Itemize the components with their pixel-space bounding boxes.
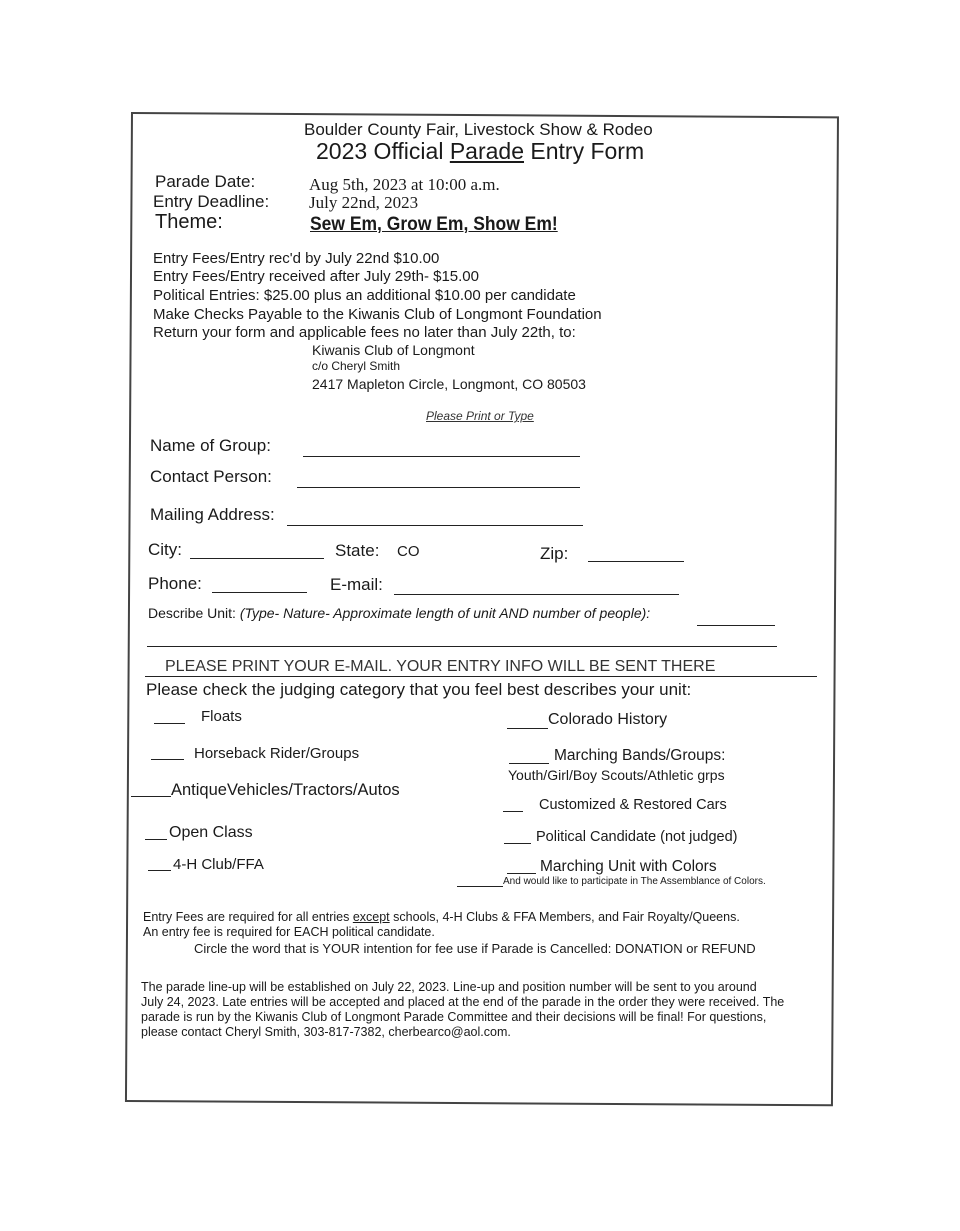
address-line-1: Kiwanis Club of Longmont (312, 342, 475, 358)
category-customized: Customized & Restored Cars (539, 797, 727, 813)
phone-input-line[interactable] (212, 591, 307, 593)
lineup-line-3: parade is run by the Kiwanis Club of Longmont Parade Committee and their decisions will be final! For questions, (141, 1010, 767, 1024)
floats-checkbox[interactable] (154, 722, 185, 724)
category-floats: Floats (201, 708, 242, 725)
antique-checkbox[interactable] (131, 795, 171, 797)
fee-line-1: Entry Fees/Entry rec'd by July 22nd $10.00 (153, 250, 440, 267)
address-line-2: c/o Cheryl Smith (312, 359, 401, 373)
fee-note-line-2: An entry fee is required for EACH political candidate. (143, 925, 435, 939)
marching-colors-checkbox[interactable] (507, 872, 536, 874)
theme-value: Sew Em, Grow Em, Show Em! (310, 214, 558, 235)
category-horseback: Horseback Rider/Groups (194, 745, 360, 762)
print-note: Please Print or Type (426, 409, 534, 423)
describe-hint: (Type- Nature- Approximate length of unit AND number of people): (239, 605, 651, 621)
group-label: Name of Group: (150, 436, 271, 455)
mailing-input-line[interactable] (287, 524, 583, 526)
describe-label: Describe Unit: (148, 605, 236, 621)
parade-date-value: Aug 5th, 2023 at 10:00 a.m. (309, 175, 500, 194)
category-antique: AntiqueVehicles/Tractors/Autos (171, 781, 400, 799)
colorado-history-checkbox[interactable] (507, 727, 548, 729)
category-colorado-history: Colorado History (548, 711, 668, 728)
state-value: CO (397, 543, 420, 560)
category-open-class: Open Class (169, 824, 253, 841)
customized-checkbox[interactable] (503, 810, 523, 812)
deadline-value: July 22nd, 2023 (309, 193, 419, 212)
zip-input-line[interactable] (588, 560, 684, 562)
zip-label: Zip: (540, 544, 569, 563)
marching-bands-checkbox[interactable] (509, 762, 549, 764)
fee-note-line-3: Circle the word that is YOUR intention for fee use if Parade is Cancelled: DONATION or REFUND (194, 941, 756, 956)
fee-note-line-1: Entry Fees are required for all entries except schools, 4-H Clubs & FFA Members, and Fair Royalty/Queens. (143, 910, 740, 924)
category-marching-bands-sub: Youth/Girl/Boy Scouts/Athletic grps (508, 767, 725, 783)
parade-date-label: Parade Date: (155, 172, 256, 191)
describe-input-line-2[interactable] (147, 645, 777, 647)
city-input-line[interactable] (190, 557, 324, 559)
contact-input-line[interactable] (297, 486, 580, 488)
fee-line-4: Make Checks Payable to the Kiwanis Club of Longmont Foundation (153, 306, 602, 323)
fair-title: Boulder County Fair, Livestock Show & Rodeo (304, 120, 653, 139)
lineup-line-1: The parade line-up will be established on July 22, 2023. Line-up and position number will be sent to you around (141, 980, 757, 994)
phone-label: Phone: (148, 574, 202, 593)
category-marching-colors: Marching Unit with Colors (540, 858, 717, 875)
open-class-checkbox[interactable] (145, 838, 167, 840)
four-h-checkbox[interactable] (148, 869, 171, 871)
fee-line-5: Return your form and applicable fees no later than July 22th, to: (153, 324, 576, 341)
group-input-line[interactable] (303, 455, 580, 457)
lineup-line-2: July 24, 2023. Late entries will be accepted and placed at the end of the parade in the order they were received. The (141, 995, 785, 1009)
parade-word: Parade (449, 138, 524, 164)
category-political: Political Candidate (not judged) (536, 829, 738, 845)
describe-row (148, 605, 650, 621)
city-label: City: (148, 540, 182, 559)
address-line-3: 2417 Mapleton Circle, Longmont, CO 80503 (312, 376, 586, 392)
horseback-checkbox[interactable] (151, 758, 184, 760)
theme-label: Theme: (155, 211, 223, 233)
assemblance-note: And would like to participate in The Assemblance of Colors. (503, 876, 766, 887)
lineup-line-4: please contact Cheryl Smith, 303-817-7382, cherbearco@aol.com. (141, 1025, 511, 1039)
email-notice: PLEASE PRINT YOUR E-MAIL. YOUR ENTRY INFO WILL BE SENT THERE (145, 658, 817, 677)
deadline-label: Entry Deadline: (153, 192, 270, 211)
category-four-h: 4-H Club/FFA (173, 856, 264, 873)
describe-input-line-1[interactable] (697, 624, 775, 626)
form-title: 2023 Official Parade Entry Form (316, 138, 645, 164)
contact-label: Contact Person: (150, 467, 272, 486)
email-label: E-mail: (330, 575, 383, 594)
category-marching-bands: Marching Bands/Groups: (554, 747, 726, 764)
political-checkbox[interactable] (504, 842, 531, 844)
state-label: State: (335, 541, 380, 560)
mailing-label: Mailing Address: (150, 505, 275, 524)
judging-prompt: Please check the judging category that you feel best describes your unit: (146, 680, 692, 699)
assemblance-checkbox[interactable] (457, 885, 503, 887)
fee-line-3: Political Entries: $25.00 plus an additional $10.00 per candidate (153, 287, 576, 304)
email-input-line[interactable] (394, 593, 679, 595)
fee-line-2: Entry Fees/Entry received after July 29th- $15.00 (153, 268, 479, 285)
